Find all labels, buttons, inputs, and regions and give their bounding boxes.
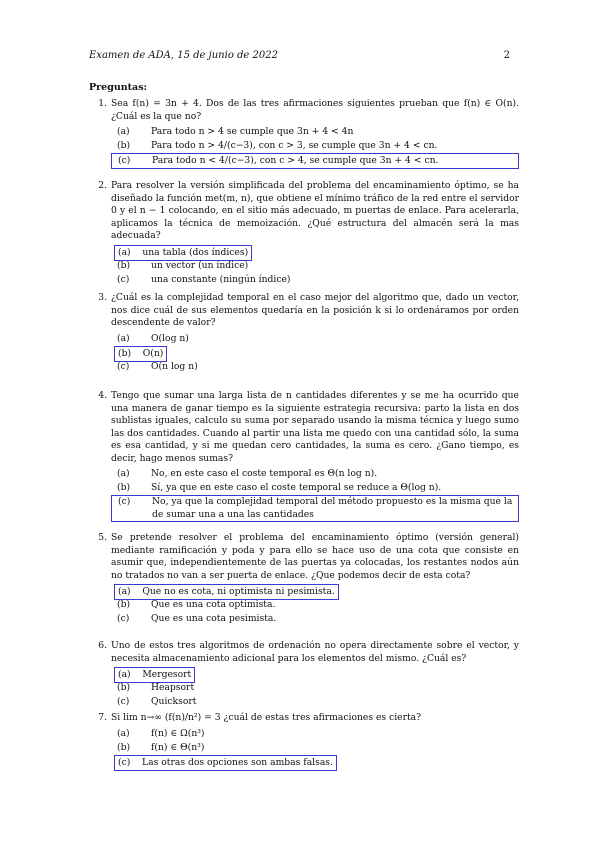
option-a-selected[interactable]: (a) una tabla (dos índices) (111, 245, 519, 259)
option-b[interactable]: (b) f(n) ∈ Θ(n³) (117, 741, 205, 753)
option-b[interactable]: (b) Que es una cota optimista. (117, 599, 276, 610)
option-c-selected[interactable]: (c) Las otras dos opciones son ambas falsas. (111, 755, 519, 769)
options-list (111, 467, 519, 522)
question-stem: Sea f(n) = 3n + 4. Dos de las tres afirmaciones siguientes prueban que f(n) ∈ O(n). ¿Cuál es la que no? (111, 98, 519, 122)
option-c[interactable]: (c) Que es una cota pesimista. (117, 613, 277, 624)
option-c[interactable]: (c) O(n log n) (117, 360, 198, 372)
question-number: 4. (98, 390, 107, 401)
options-list (111, 727, 519, 769)
option-b[interactable]: (b) Para todo n > 4/(c−3), con c > 3, se cumple que 3n + 4 < cn. (117, 140, 438, 151)
option-c[interactable]: (c) Quicksort (117, 696, 197, 707)
option-b-selected[interactable]: (b) O(n) (111, 346, 519, 360)
option-a-selected[interactable]: (a) Mergesort (111, 667, 519, 681)
options-list (111, 245, 519, 287)
question-6 (89, 640, 519, 709)
option-b[interactable]: (b) Heapsort (117, 682, 195, 693)
option-c[interactable]: (c) una constante (ningún índice) (117, 273, 291, 285)
option-a[interactable]: (a) No, en este caso el coste temporal es Θ(n log n). (117, 468, 378, 479)
option-c-selected[interactable]: (c) Para todo n < 4/(c−3), con c > 4, se cumple que 3n + 4 < cn. (111, 153, 519, 169)
options-list (111, 584, 519, 626)
page-header (89, 50, 510, 61)
question-number: 3. (98, 292, 107, 303)
option-a-selected[interactable]: (a) Que no es cota, ni optimista ni pesimista. (111, 584, 519, 598)
option-b[interactable]: (b) un vector (un índice) (117, 259, 249, 271)
question-2 (89, 180, 519, 287)
option-a[interactable]: (a) f(n) ∈ Ω(n³) (117, 727, 205, 739)
question-stem: Tengo que sumar una larga lista de n cantidades diferentes y se me ha ocurrido que una manera de ganar tiempo es la siguiente estrategia recursiva: parto la lista en dos sublistas iguales, calculo su suma por separado usando la misma técnica y luego sumo las dos cantidades. Cuando al partir una lista me quedo con una cantidad sólo, la suma es esa cantidad, y si me quedan cero cantidades, la suma es cero. ¿Gano tiempo, es decir, hago menos sumas? (111, 390, 519, 464)
exam-title: Examen de ADA, 15 de junio de 2022 (89, 50, 278, 61)
question-stem: Uno de estos tres algoritmos de ordenación no opera directamente sobre el vector, y necesita almacenamiento adicional para los elementos del mismo. ¿Cuál es? (111, 640, 519, 664)
question-number: 7. (98, 712, 107, 723)
question-number: 1. (98, 98, 107, 109)
options-list (111, 125, 519, 169)
option-b[interactable]: (b) Sí, ya que en este caso el coste temporal se reduce a Θ(log n). (117, 482, 442, 493)
option-a[interactable]: (a) Para todo n > 4 se cumple que 3n + 4 < 4n (117, 126, 354, 137)
page-number: 2 (503, 50, 510, 61)
options-list (111, 667, 519, 709)
option-c-selected[interactable]: (c) No, ya que la complejidad temporal del método propuesto es la misma que la de sumar una a una las cantidades (111, 495, 519, 522)
question-stem: Si lim n→∞ (f(n)/n²) = 3 ¿cuál de estas tres afirmaciones es cierta? (111, 712, 422, 723)
question-stem: Se pretende resolver el problema del encaminamiento óptimo (versión general) mediante ramificación y poda y para ello se hace uso de una cota que consiste en asumir que, independientemente de las puertas ya colocadas, los restantes nodos aún no tratados no van a ser puerta de enlace. ¿Que podemos decir de esta cota? (111, 532, 519, 581)
section-title: Preguntas: (89, 82, 148, 93)
options-list (111, 332, 519, 374)
option-a[interactable]: (a) O(log n) (117, 332, 189, 344)
question-number: 6. (98, 640, 107, 651)
question-stem: ¿Cuál es la complejidad temporal en el caso mejor del algoritmo que, dado un vector, nos dice cuál de sus elementos quedaría en la posición k si lo ordenáramos por orden descendente de valor? (111, 292, 519, 328)
question-7 (89, 712, 519, 769)
question-number: 2. (98, 180, 107, 191)
question-5 (89, 532, 519, 626)
question-stem: Para resolver la versión simplificada del problema del encaminamiento óptimo, se ha diseñado la función met(m, n), que obtiene el mínimo tráfico de la red entre el servidor 0 y el n − 1 colocando, en el sitio más adecuado, m puertas de enlace. Para acelerarla, aplicamos la técnica de memoización. ¿Qué estructura del almacén será la mas adecuada? (111, 180, 519, 241)
question-number: 5. (98, 532, 107, 543)
question-1 (89, 98, 519, 169)
question-3 (89, 292, 519, 374)
question-4 (89, 390, 519, 522)
